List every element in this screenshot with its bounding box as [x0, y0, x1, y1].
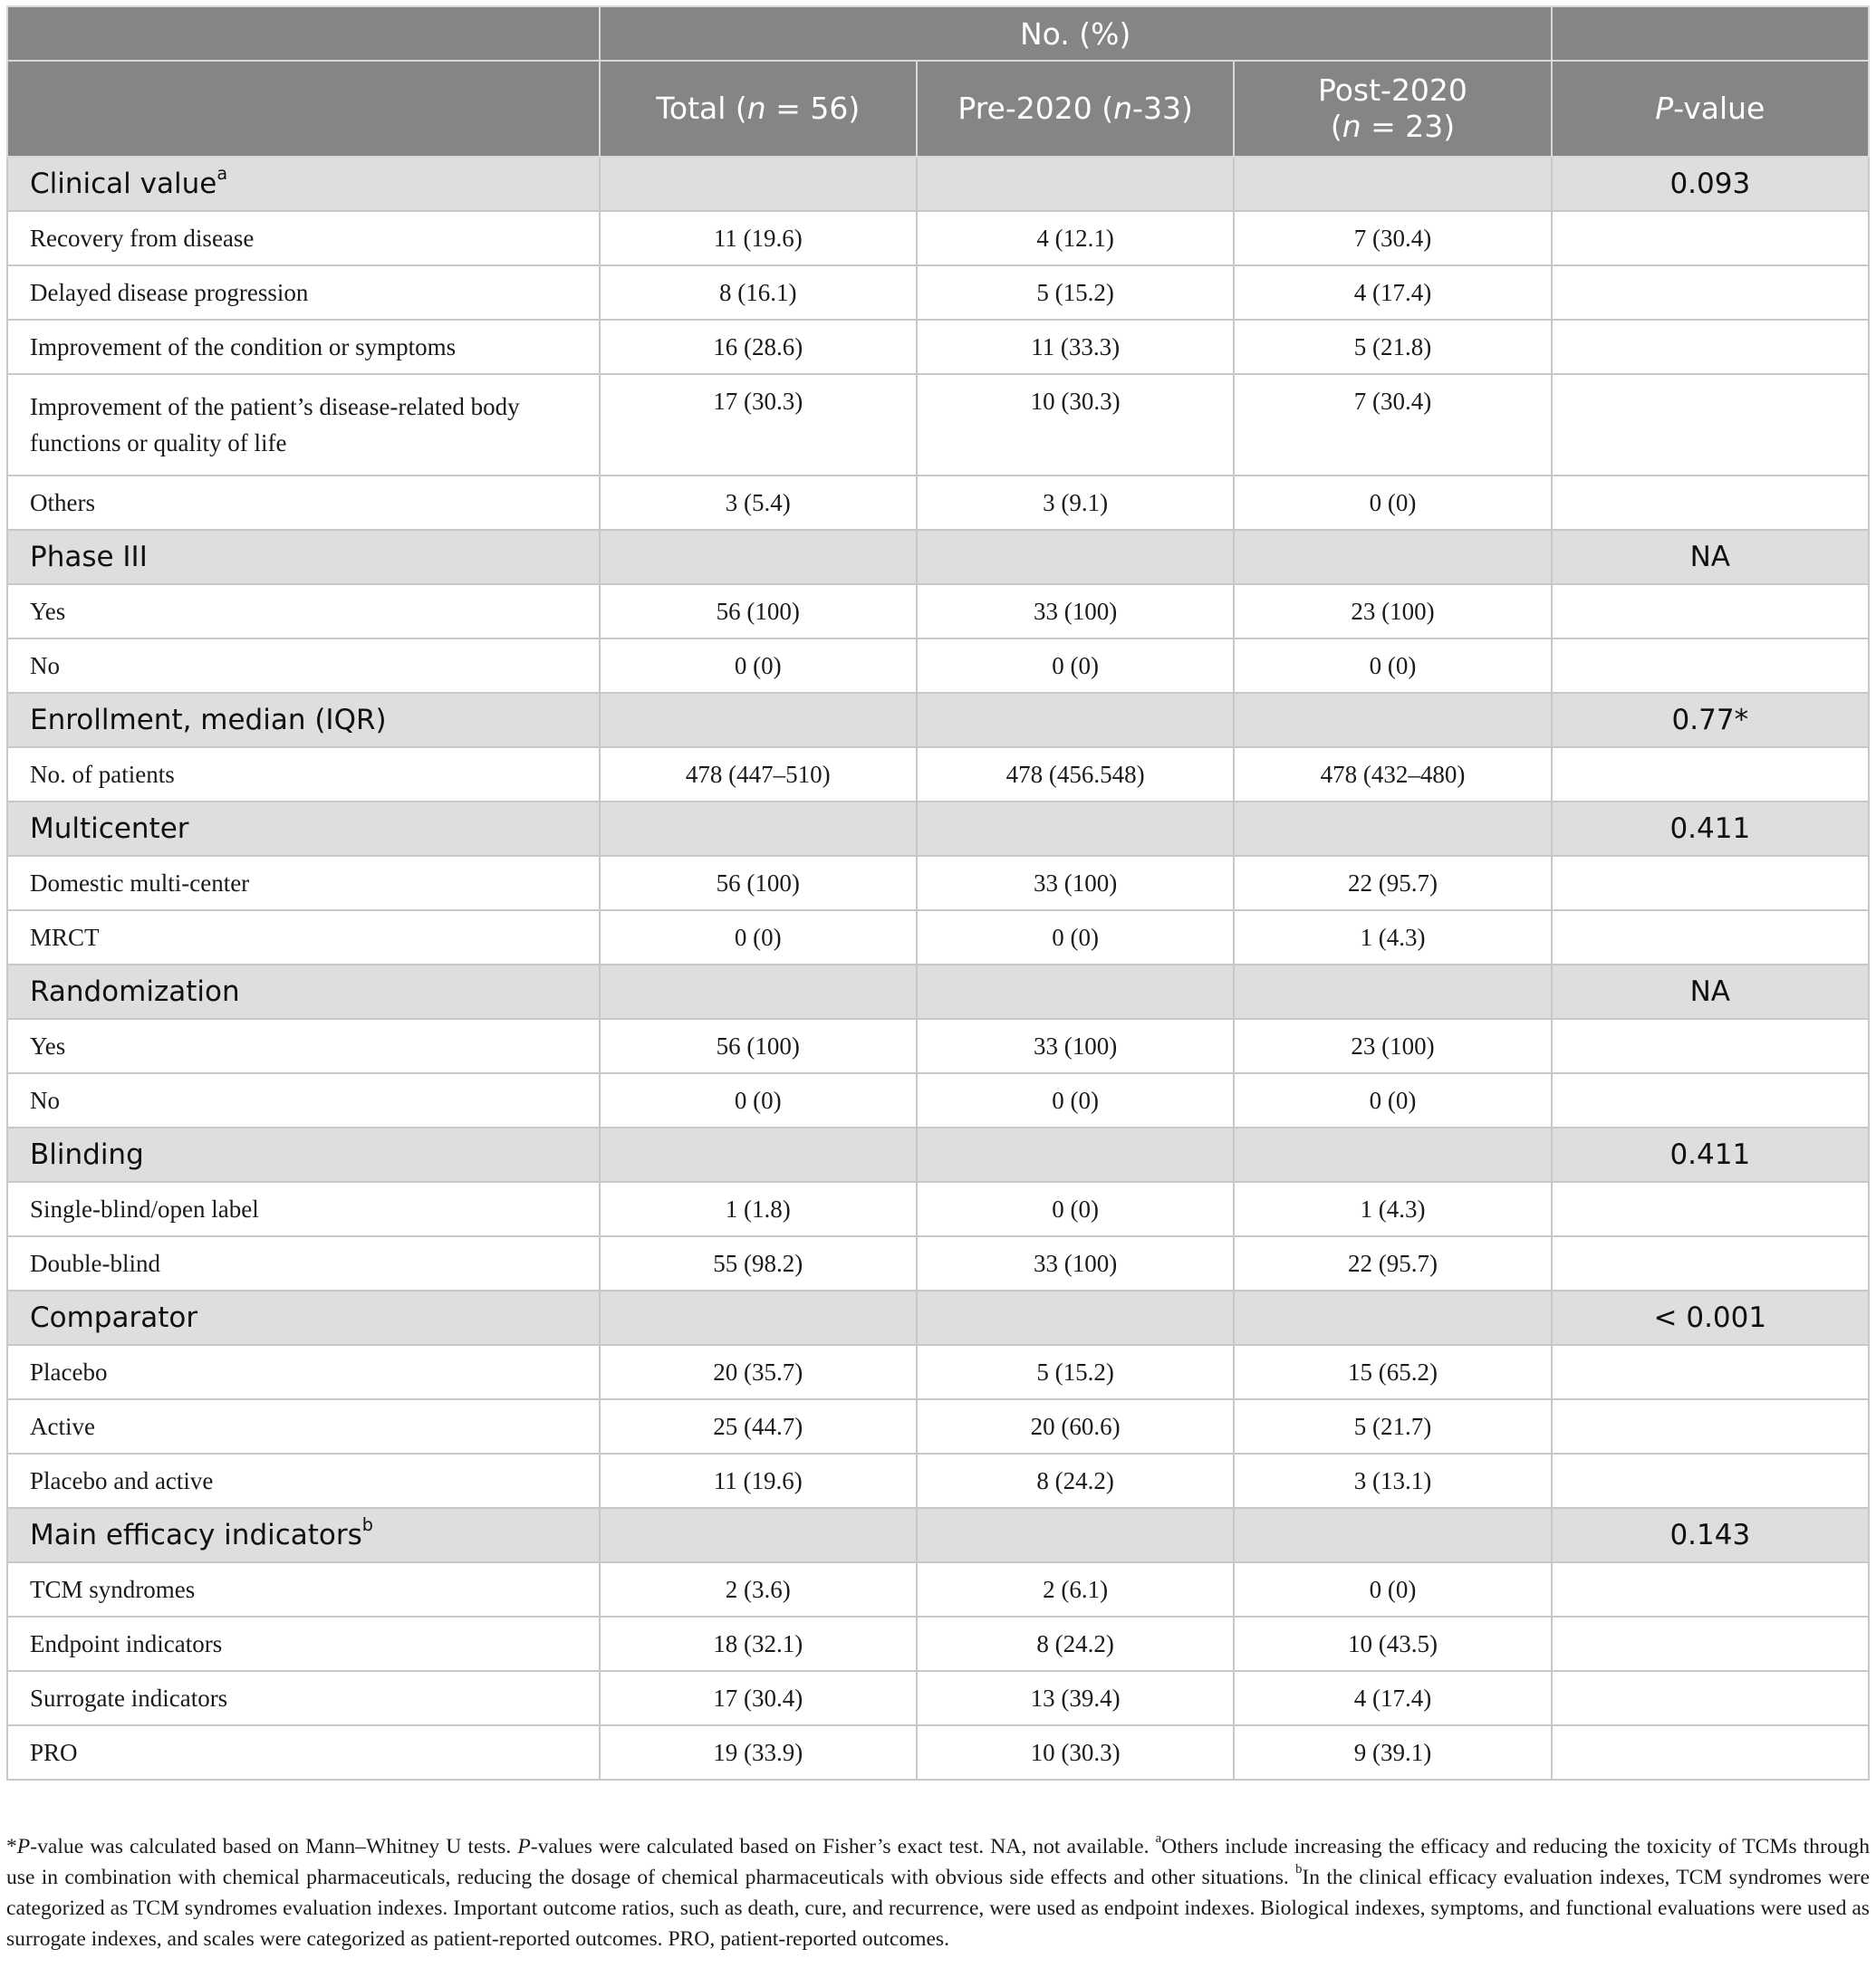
footnote-marker: a	[216, 162, 228, 184]
table-container	[6, 5, 1870, 1781]
pre-2020-cell: 8 (24.2)	[917, 1617, 1234, 1671]
post-2020-cell: 478 (432–480)	[1234, 747, 1551, 802]
empty-cell	[1234, 965, 1551, 1019]
header-p-value: P-value	[1552, 61, 1869, 157]
p-value-cell	[1552, 1345, 1869, 1399]
post-2020-cell: 4 (17.4)	[1234, 265, 1551, 320]
total-cell: 11 (19.6)	[600, 211, 917, 265]
p-value-cell	[1552, 856, 1869, 910]
section-header-row	[7, 1291, 1869, 1345]
section-label-text: Randomization	[30, 975, 240, 1008]
table-row	[7, 1182, 1869, 1236]
table-row	[7, 639, 1869, 693]
row-label: Placebo and active	[7, 1454, 600, 1508]
header-row-group	[7, 6, 1869, 61]
empty-cell	[917, 530, 1234, 584]
pre-2020-cell: 5 (15.2)	[917, 1345, 1234, 1399]
row-label: MRCT	[7, 910, 600, 965]
row-label: Endpoint indicators	[7, 1617, 600, 1671]
section-header-row	[7, 802, 1869, 856]
post-2020-cell: 15 (65.2)	[1234, 1345, 1551, 1399]
header-post-2020: Post-2020 (n = 23)	[1234, 61, 1551, 157]
empty-cell	[1234, 802, 1551, 856]
section-label-text: Multicenter	[30, 812, 189, 845]
pre-2020-cell: 4 (12.1)	[917, 211, 1234, 265]
post-2020-cell: 22 (95.7)	[1234, 1236, 1551, 1291]
pre-2020-cell: 10 (30.3)	[917, 1725, 1234, 1780]
section-label	[7, 157, 600, 211]
pre-2020-cell: 0 (0)	[917, 1182, 1234, 1236]
post-2020-cell: 10 (43.5)	[1234, 1617, 1551, 1671]
table-row	[7, 1617, 1869, 1671]
empty-cell	[1234, 1508, 1551, 1562]
p-value-cell: 0.411	[1552, 1128, 1869, 1182]
pre-2020-cell: 0 (0)	[917, 639, 1234, 693]
row-label: Single-blind/open label	[7, 1182, 600, 1236]
p-value-cell	[1552, 1182, 1869, 1236]
empty-cell	[917, 1508, 1234, 1562]
post-2020-cell: 1 (4.3)	[1234, 910, 1551, 965]
p-value-cell	[1552, 747, 1869, 802]
row-label-line: Improvement of the patient’s disease-related body	[30, 393, 520, 420]
empty-cell	[600, 693, 917, 747]
table-row	[7, 1019, 1869, 1073]
empty-cell	[917, 1128, 1234, 1182]
p-value-cell	[1552, 639, 1869, 693]
p-value-cell	[1552, 475, 1869, 530]
empty-cell	[600, 965, 917, 1019]
total-cell: 478 (447–510)	[600, 747, 917, 802]
total-cell: 17 (30.4)	[600, 1671, 917, 1725]
p-value-cell: 0.411	[1552, 802, 1869, 856]
post-2020-cell: 5 (21.8)	[1234, 320, 1551, 374]
pre-2020-cell: 3 (9.1)	[917, 475, 1234, 530]
section-label	[7, 1508, 600, 1562]
p-value-cell	[1552, 265, 1869, 320]
row-label: Improvement of the condition or symptoms	[7, 320, 600, 374]
row-label: Others	[7, 475, 600, 530]
empty-cell	[600, 1291, 917, 1345]
section-label-text: Clinical value	[30, 168, 217, 200]
total-cell: 55 (98.2)	[600, 1236, 917, 1291]
section-label	[7, 1291, 600, 1345]
table-row	[7, 747, 1869, 802]
p-value-cell	[1552, 1562, 1869, 1617]
header-group-label: No. (%)	[600, 6, 1552, 61]
empty-cell	[1234, 530, 1551, 584]
post-2020-cell: 7 (30.4)	[1234, 211, 1551, 265]
footnote-marker: b	[361, 1513, 373, 1535]
total-cell: 56 (100)	[600, 1019, 917, 1073]
p-value-cell	[1552, 211, 1869, 265]
empty-cell	[600, 1508, 917, 1562]
section-label-text: Blinding	[30, 1138, 144, 1171]
total-cell: 56 (100)	[600, 856, 917, 910]
post-2020-cell: 7 (30.4)	[1234, 374, 1551, 475]
header-blank-cell	[1552, 6, 1869, 61]
post-2020-cell: 0 (0)	[1234, 639, 1551, 693]
post-2020-cell: 22 (95.7)	[1234, 856, 1551, 910]
empty-cell	[917, 1291, 1234, 1345]
p-value-cell: 0.143	[1552, 1508, 1869, 1562]
pre-2020-cell: 10 (30.3)	[917, 374, 1234, 475]
section-header-row	[7, 965, 1869, 1019]
section-header-row	[7, 693, 1869, 747]
empty-cell	[600, 1128, 917, 1182]
post-2020-cell: 1 (4.3)	[1234, 1182, 1551, 1236]
row-label: Active	[7, 1399, 600, 1454]
table-row	[7, 1236, 1869, 1291]
pre-2020-cell: 478 (456.548)	[917, 747, 1234, 802]
table-row	[7, 211, 1869, 265]
table-row	[7, 374, 1869, 475]
section-label-text: Comparator	[30, 1301, 198, 1334]
row-label: Placebo	[7, 1345, 600, 1399]
section-label-text: Enrollment, median (IQR)	[30, 704, 387, 736]
p-value-cell	[1552, 374, 1869, 475]
post-2020-cell: 3 (13.1)	[1234, 1454, 1551, 1508]
p-value-cell: < 0.001	[1552, 1291, 1869, 1345]
table-row	[7, 1399, 1869, 1454]
section-label	[7, 693, 600, 747]
header-row-columns	[7, 61, 1869, 157]
row-label: Delayed disease progression	[7, 265, 600, 320]
pre-2020-cell: 5 (15.2)	[917, 265, 1234, 320]
total-cell: 2 (3.6)	[600, 1562, 917, 1617]
section-label-text: Phase III	[30, 541, 148, 573]
pre-2020-cell: 11 (33.3)	[917, 320, 1234, 374]
table-row	[7, 584, 1869, 639]
row-label	[7, 374, 600, 475]
row-label: No. of patients	[7, 747, 600, 802]
row-label: TCM syndromes	[7, 1562, 600, 1617]
p-value-cell	[1552, 1019, 1869, 1073]
table-row	[7, 475, 1869, 530]
row-label: Recovery from disease	[7, 211, 600, 265]
p-value-cell: 0.77*	[1552, 693, 1869, 747]
pre-2020-cell: 2 (6.1)	[917, 1562, 1234, 1617]
section-label	[7, 1128, 600, 1182]
pre-2020-cell: 33 (100)	[917, 584, 1234, 639]
table-row	[7, 1562, 1869, 1617]
row-label: Yes	[7, 584, 600, 639]
table-row	[7, 1345, 1869, 1399]
p-value-cell	[1552, 1073, 1869, 1128]
total-cell: 1 (1.8)	[600, 1182, 917, 1236]
results-table	[6, 5, 1870, 1781]
p-value-cell: NA	[1552, 965, 1869, 1019]
section-label-text: Main efficacy indicators	[30, 1519, 362, 1551]
row-label-line: functions or quality of life	[30, 429, 287, 456]
pre-2020-cell: 33 (100)	[917, 1236, 1234, 1291]
pre-2020-cell: 0 (0)	[917, 1073, 1234, 1128]
empty-cell	[600, 530, 917, 584]
p-value-cell	[1552, 1671, 1869, 1725]
header-pre-2020: Pre-2020 (n-33)	[917, 61, 1234, 157]
row-label: Surrogate indicators	[7, 1671, 600, 1725]
pre-2020-cell: 20 (60.6)	[917, 1399, 1234, 1454]
section-header-row	[7, 530, 1869, 584]
table-row	[7, 265, 1869, 320]
total-cell: 0 (0)	[600, 639, 917, 693]
total-cell: 0 (0)	[600, 910, 917, 965]
total-cell: 25 (44.7)	[600, 1399, 917, 1454]
section-header-row	[7, 1128, 1869, 1182]
p-value-cell	[1552, 320, 1869, 374]
total-cell: 18 (32.1)	[600, 1617, 917, 1671]
table-row	[7, 1725, 1869, 1780]
section-header-row	[7, 157, 1869, 211]
section-label	[7, 530, 600, 584]
total-cell: 8 (16.1)	[600, 265, 917, 320]
post-2020-cell: 5 (21.7)	[1234, 1399, 1551, 1454]
row-label: PRO	[7, 1725, 600, 1780]
section-header-row	[7, 1508, 1869, 1562]
total-cell: 20 (35.7)	[600, 1345, 917, 1399]
pre-2020-cell: 33 (100)	[917, 856, 1234, 910]
total-cell: 3 (5.4)	[600, 475, 917, 530]
total-cell: 16 (28.6)	[600, 320, 917, 374]
p-value-cell	[1552, 1617, 1869, 1671]
table-row	[7, 910, 1869, 965]
p-value-cell	[1552, 1399, 1869, 1454]
total-cell: 56 (100)	[600, 584, 917, 639]
row-label: No	[7, 639, 600, 693]
table-row	[7, 856, 1869, 910]
p-value-cell: 0.093	[1552, 157, 1869, 211]
p-value-cell: NA	[1552, 530, 1869, 584]
pre-2020-cell: 0 (0)	[917, 910, 1234, 965]
p-value-cell	[1552, 910, 1869, 965]
empty-cell	[917, 802, 1234, 856]
header-blank-cell	[7, 61, 600, 157]
p-value-cell	[1552, 1725, 1869, 1780]
row-label: No	[7, 1073, 600, 1128]
section-label	[7, 802, 600, 856]
table-row	[7, 1671, 1869, 1725]
empty-cell	[917, 965, 1234, 1019]
post-2020-cell: 0 (0)	[1234, 1562, 1551, 1617]
total-cell: 0 (0)	[600, 1073, 917, 1128]
row-label: Yes	[7, 1019, 600, 1073]
post-2020-cell: 23 (100)	[1234, 584, 1551, 639]
empty-cell	[600, 802, 917, 856]
row-label: Double-blind	[7, 1236, 600, 1291]
section-label	[7, 965, 600, 1019]
row-label: Domestic multi-center	[7, 856, 600, 910]
pre-2020-cell: 13 (39.4)	[917, 1671, 1234, 1725]
table-row	[7, 1073, 1869, 1128]
table-row	[7, 320, 1869, 374]
pre-2020-cell: 8 (24.2)	[917, 1454, 1234, 1508]
empty-cell	[1234, 693, 1551, 747]
post-2020-cell: 4 (17.4)	[1234, 1671, 1551, 1725]
table-body	[7, 157, 1869, 1780]
post-2020-cell: 0 (0)	[1234, 475, 1551, 530]
total-cell: 19 (33.9)	[600, 1725, 917, 1780]
post-2020-cell: 9 (39.1)	[1234, 1725, 1551, 1780]
header-blank-cell	[7, 6, 600, 61]
post-2020-cell: 23 (100)	[1234, 1019, 1551, 1073]
post-2020-cell: 0 (0)	[1234, 1073, 1551, 1128]
header-total: Total (n = 56)	[600, 61, 917, 157]
p-value-cell	[1552, 584, 1869, 639]
empty-cell	[917, 157, 1234, 211]
p-value-cell	[1552, 1236, 1869, 1291]
p-value-cell	[1552, 1454, 1869, 1508]
empty-cell	[600, 157, 917, 211]
empty-cell	[1234, 1128, 1551, 1182]
empty-cell	[917, 693, 1234, 747]
total-cell: 17 (30.3)	[600, 374, 917, 475]
total-cell: 11 (19.6)	[600, 1454, 917, 1508]
table-footnote: *P-value was calculated based on Mann–Whitney U tests. P-values were calculated based on Fisher’s exact test. NA, not available. $^a$Others include increasing the efficacy and reducing the toxicity of TCMs through use in combination with chemical pharmaceuticals, reducing the dosage of chemical pharmaceuticals with obvious side effects and other situations. $^b$In the clinical efficacy evaluation indexes, TCM syndromes were categorized as TCM syndromes evaluation indexes. Important outcome ratios, such as death, cure, and recurrence, were used as endpoint indexes. Biological indexes, symptoms, and functional evaluations were used as surrogate indexes, and scales were categorized as patient-reported outcomes. PRO, patient-reported outcomes.	[6, 1831, 1871, 1951]
empty-cell	[1234, 1291, 1551, 1345]
pre-2020-cell: 33 (100)	[917, 1019, 1234, 1073]
table-row	[7, 1454, 1869, 1508]
empty-cell	[1234, 157, 1551, 211]
